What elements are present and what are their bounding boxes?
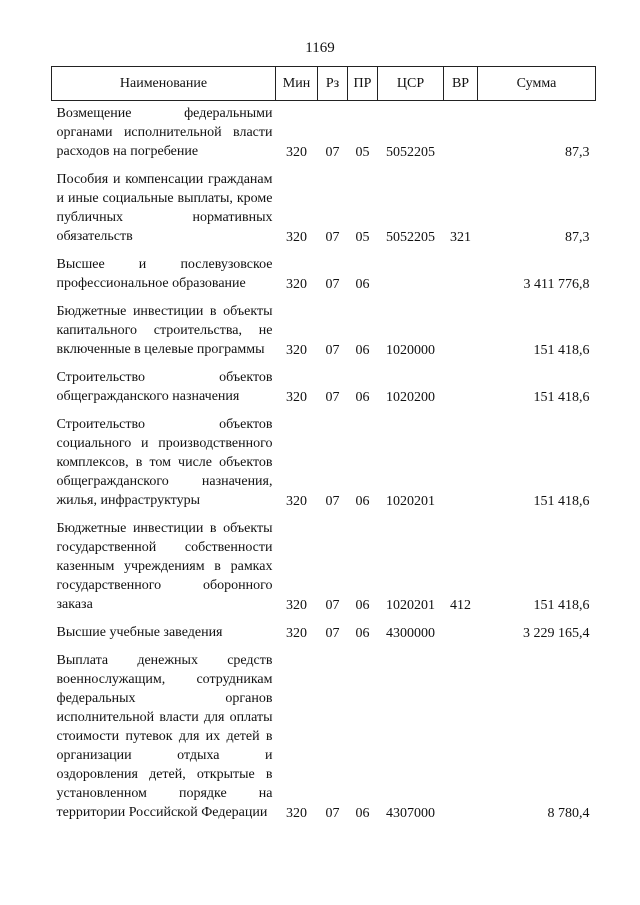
header-min: Мин — [276, 67, 318, 101]
row-rz: 07 — [325, 277, 340, 292]
header-name: Наименование — [52, 67, 276, 101]
table-row — [52, 101, 596, 171]
row-sum: 3 229 165,4 — [523, 626, 590, 641]
row-name: Бюджетные инвестиции в объекты капитального строительства, не включенные в целевые программы — [56, 304, 273, 357]
row-rz: 07 — [325, 230, 340, 245]
header-pr: ПР — [348, 67, 378, 101]
row-min: 320 — [286, 277, 307, 292]
row-sum: 151 418,6 — [533, 343, 590, 358]
row-sum: 151 418,6 — [533, 494, 590, 509]
row-name: Бюджетные инвестиции в объекты государственной собственности казенным учреждениям в рамках государственного оборонного заказа — [56, 521, 273, 612]
row-name: Строительство объектов общегражданского назначения — [56, 370, 273, 404]
row-csr: 1020201 — [386, 598, 435, 613]
row-pr: 05 — [355, 145, 370, 160]
row-min: 320 — [286, 626, 307, 641]
row-csr: 5052205 — [386, 145, 435, 160]
row-vr — [444, 302, 478, 368]
row-pr: 06 — [355, 806, 370, 821]
header-vr: ВР — [444, 67, 478, 101]
budget-table — [51, 66, 596, 831]
row-csr: 1020000 — [386, 343, 435, 358]
row-rz: 07 — [325, 390, 340, 405]
row-rz: 07 — [325, 626, 340, 641]
row-min: 320 — [286, 343, 307, 358]
row-rz: 07 — [325, 494, 340, 509]
row-sum: 3 411 776,8 — [523, 277, 590, 292]
row-vr: 412 — [450, 598, 471, 613]
row-vr — [444, 101, 478, 171]
row-pr: 06 — [355, 494, 370, 509]
row-sum: 151 418,6 — [533, 598, 590, 613]
row-pr: 06 — [355, 277, 370, 292]
row-pr: 05 — [355, 230, 370, 245]
row-csr: 4300000 — [386, 626, 435, 641]
table-header-row — [52, 67, 596, 101]
row-name: Выплата денежных средств военнослужащим, сотрудникам федеральных органов исполнительной власти для оплаты стоимости путевок для их детей в организации отдыха и оздоровления детей, открытые в установленном порядке на территории Российской Федерации — [56, 653, 273, 820]
row-csr: 1020200 — [386, 390, 435, 405]
row-min: 320 — [286, 806, 307, 821]
row-rz: 07 — [325, 806, 340, 821]
row-vr — [444, 651, 478, 831]
row-min: 320 — [286, 230, 307, 245]
page-number: 1169 — [305, 40, 335, 56]
row-vr — [444, 368, 478, 415]
row-name: Высшее и послевузовское профессиональное образование — [56, 257, 273, 291]
header-sum: Сумма — [478, 67, 596, 101]
row-rz: 07 — [325, 145, 340, 160]
row-vr — [444, 623, 478, 651]
table-row — [52, 623, 596, 651]
row-name: Возмещение федеральными органами исполнительной власти расходов на погребение — [56, 106, 273, 159]
row-min: 320 — [286, 390, 307, 405]
row-name: Пособия и компенсации гражданам и иные социальные выплаты, кроме публичных нормативных обязательств — [56, 172, 273, 244]
row-pr: 06 — [355, 626, 370, 641]
table-row — [52, 170, 596, 255]
row-vr: 321 — [450, 230, 471, 245]
row-sum: 87,3 — [565, 230, 590, 245]
row-vr — [444, 255, 478, 302]
table-row — [52, 519, 596, 623]
header-csr: ЦСР — [378, 67, 444, 101]
row-pr: 06 — [355, 390, 370, 405]
row-sum: 151 418,6 — [533, 390, 590, 405]
row-csr: 1020201 — [386, 494, 435, 509]
row-name: Высшие учебные заведения — [56, 625, 223, 640]
row-vr — [444, 415, 478, 519]
row-csr: 5052205 — [386, 230, 435, 245]
row-name: Строительство объектов социального и производственного комплексов, в том числе объектов общегражданского назначения, жилья, инфраструктуры — [56, 417, 273, 508]
row-min: 320 — [286, 598, 307, 613]
row-sum: 87,3 — [565, 145, 590, 160]
table-row — [52, 415, 596, 519]
table-row — [52, 255, 596, 302]
row-csr — [378, 255, 444, 302]
table-row — [52, 368, 596, 415]
row-rz: 07 — [325, 598, 340, 613]
row-sum: 8 780,4 — [547, 806, 590, 821]
header-rz: Рз — [318, 67, 348, 101]
table-row — [52, 651, 596, 831]
row-pr: 06 — [355, 343, 370, 358]
row-pr: 06 — [355, 598, 370, 613]
row-min: 320 — [286, 494, 307, 509]
row-rz: 07 — [325, 343, 340, 358]
row-csr: 4307000 — [386, 806, 435, 821]
table-row — [52, 302, 596, 368]
row-min: 320 — [286, 145, 307, 160]
